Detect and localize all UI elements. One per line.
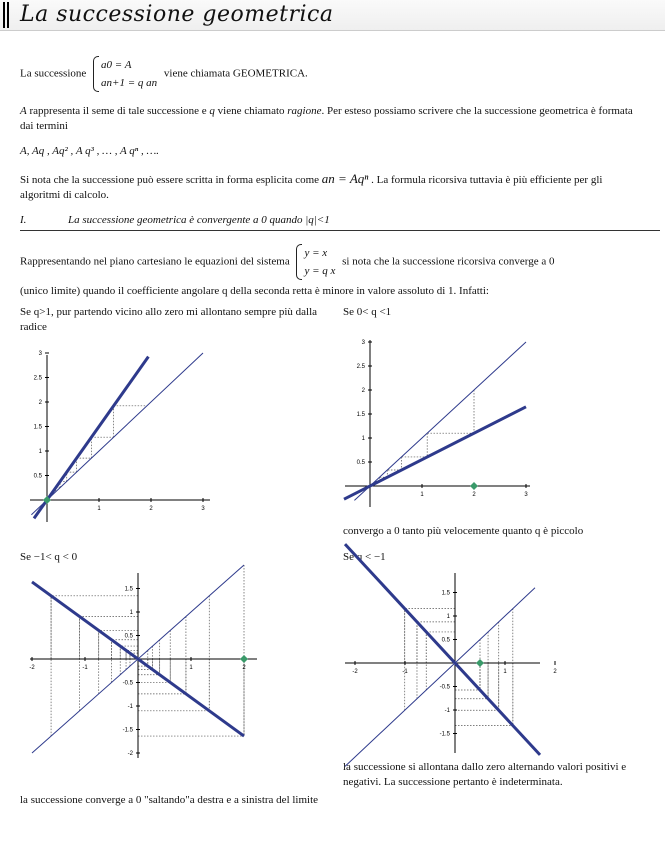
intro-lead: La successione [20,67,87,80]
system-text1: Rappresentando nel piano cartesiano le equazioni del sistema [20,255,290,268]
y-tick-label: 1 [446,614,450,620]
y-tick-label: -1 [444,708,450,714]
y-tick-label: 2 [38,400,42,406]
cartesian-system [296,244,335,280]
line-y-equals-qx [34,357,148,519]
section-heading [20,214,660,231]
paragraph-explicit [20,171,645,203]
case2-caption: convergo a 0 tanto più velocemente quanto q è piccolo [343,525,584,537]
y-tick-label: 1 [361,436,365,442]
y-tick-label: 1.5 [124,586,133,593]
x-tick-label: 3 [524,492,528,498]
y-tick-label: -1 [127,704,133,710]
intro-tail: viene chiamata GEOMETRICA. [163,67,308,80]
x-tick-label: 1 [97,506,101,512]
graph-q-between-minus1-0 [25,568,265,763]
system-text2: si nota che la successione ricorsiva converge a 0 [342,255,555,268]
y-tick-label: -0.5 [122,680,133,687]
paragraph-system [20,244,660,280]
section-number: I. [20,214,27,226]
seed-text2: viene chiamato [214,105,288,117]
x-tick-label: 3 [201,506,205,512]
y-tick-label: 0.5 [33,473,42,480]
y-tick-label: 1.5 [33,424,42,431]
x-tick-label: -1 [402,669,408,675]
seed-marker [476,659,484,667]
x-tick-label: 1 [503,669,507,675]
y-tick-label: 1.5 [441,590,450,597]
intro-system-row1: a0 = A [101,59,132,71]
x-tick-label: 2 [149,506,153,512]
line-y-equals-x [345,588,535,767]
explicit-formula: an = Aqⁿ [321,171,369,186]
x-tick-label: -2 [29,665,35,671]
seed-text1: rappresenta il seme di tale successione e [26,105,210,117]
graph-q-greater-1 [25,350,215,525]
y-tick-label: 3 [38,351,42,357]
section-text: La successione geometrica è convergente a 0 quando |q|<1 [68,214,330,226]
x-tick-label: 1 [420,492,424,498]
x-tick-label: -1 [82,665,88,671]
seed-q: q [209,105,215,117]
explicit-text2: . La formula ricorsiva tuttavia è più efficiente per gli algoritmi di calcolo. [20,174,603,201]
title-bar [0,0,665,31]
y-tick-label: -2 [127,751,133,757]
explicit-text1: Si nota che la successione può essere scritta in forma esplicita come [20,174,320,186]
x-tick-label: 2 [553,669,557,675]
intro-system [93,56,157,92]
y-tick-label: 0.5 [356,460,365,466]
cartesian-row1: y = x [304,247,328,259]
y-tick-label: 1 [129,610,133,616]
case2-label: Se 0< q <1 [343,306,392,318]
x-tick-label: 2 [242,665,246,671]
seed-text3: . Per esteso possiamo scrivere che la successione geometrica è formata dai termini [20,105,633,132]
page-title: La successione geometrica [20,2,334,27]
title-decoration [3,2,9,28]
seed-marker [470,482,478,490]
seed-marker [240,655,248,663]
paragraph-system-2: (unico limite) quando il coefficiente angolare q della seconda retta è minore in valore assoluto di 1. Infatti: [20,285,489,297]
graph-q-less-minus1 [340,568,557,758]
y-tick-label: 1.5 [356,412,365,418]
y-tick-label: -1.5 [122,727,133,734]
seed-a: A [20,105,27,117]
seed-ragione: ragione [287,105,322,117]
y-tick-label: 3 [361,340,365,346]
y-tick-label: 2.5 [33,375,42,382]
y-tick-label: -0.5 [439,684,450,691]
y-tick-label: 2.5 [356,364,365,370]
y-tick-label: -1.5 [439,731,450,738]
line-y-equals-qx [345,544,540,755]
y-tick-label: 1 [38,449,42,455]
y-tick-label: 2 [361,388,365,394]
line-y-equals-x [31,353,203,515]
x-tick-label: -2 [352,669,358,675]
case3-label: Se −1< q < 0 [20,551,78,563]
terms-list: A, Aq , Aq² , A q³ , … , A qⁿ , …. [20,145,160,157]
case1-label: Se q>1, pur partendo vicino allo zero mi allontano sempre più dalla radice [20,306,318,333]
paragraph-seed [20,104,645,134]
y-tick-label: 0.5 [124,633,133,640]
x-tick-label: 1 [189,665,193,671]
case4-caption: la successione si allontana dallo zero alternando valori positivi e negativi. La successione pertanto è indeterminata. [343,761,627,788]
y-tick-label: 0.5 [441,637,450,644]
cartesian-row2: y = q x [304,265,336,277]
x-tick-label: 2 [472,492,476,498]
intro-system-row2: an+1 = q an [101,77,158,89]
line-y-equals-qx [344,407,526,499]
case3-caption: la successione converge a 0 "saltando"a destra e a sinistra del limite [20,794,319,806]
case4-label: Se q < −1 [343,551,386,563]
intro-paragraph [20,56,308,92]
graph-q-between-0-1 [340,335,535,510]
